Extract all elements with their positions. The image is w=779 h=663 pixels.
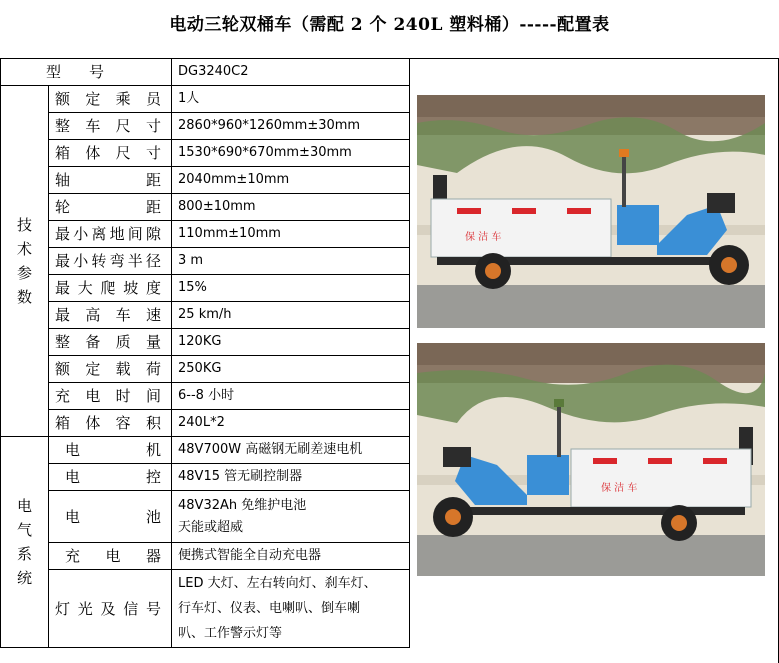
spec-label: [49, 140, 172, 167]
spec-value: [172, 570, 410, 648]
spec-value: 便携式智能全自动充电器: [172, 543, 410, 570]
label-char: 半: [127, 252, 143, 270]
label-char: 寸: [145, 144, 161, 162]
label-char: 轴: [55, 171, 71, 189]
table-row: [1, 410, 410, 437]
label-char: 时: [115, 387, 131, 405]
label-char: 体: [85, 144, 101, 162]
spec-label: [49, 86, 172, 113]
label-char: 控: [146, 468, 162, 486]
spec-label-text: [55, 388, 171, 404]
label-char: 尺: [115, 117, 131, 135]
spec-label: [49, 113, 172, 140]
spec-label-text: [55, 469, 171, 485]
spec-label: [49, 356, 172, 383]
label-char: 车: [85, 117, 101, 135]
table-row: [1, 113, 410, 140]
spec-value: [172, 491, 410, 543]
label-char: 尺: [115, 144, 131, 162]
label-char: 转: [91, 252, 107, 270]
label-char: 电: [65, 507, 81, 526]
table-row: [1, 570, 410, 648]
label-char: 间: [145, 387, 161, 405]
label-char: 坡: [123, 279, 139, 297]
label-char: 乘: [115, 90, 131, 108]
group-technical: 技术参数: [1, 86, 49, 437]
label-char: 箱: [55, 144, 71, 162]
vehicle-photo-side-left: [417, 343, 765, 576]
label-char: 最: [55, 306, 71, 324]
label-char: 距: [146, 198, 162, 216]
spec-value: 1530*690*670mm±30mm: [172, 140, 410, 167]
label-char: 速: [145, 306, 161, 324]
label-char: 体: [85, 414, 101, 432]
label-char: 载: [115, 360, 131, 378]
spec-label-text: [55, 334, 171, 350]
spec-label-text: [55, 442, 171, 458]
label-char: 整: [55, 117, 71, 135]
spec-value: 6--8 小时: [172, 383, 410, 410]
label-char: 弯: [109, 252, 125, 270]
label-char: 定: [85, 360, 101, 378]
spec-label: [49, 194, 172, 221]
spec-label-text: [55, 226, 171, 242]
table-row: [1, 383, 410, 410]
table-row: [1, 491, 410, 543]
label-char: 容: [115, 414, 131, 432]
photo-pane: [409, 58, 779, 663]
spec-label-text: [55, 280, 171, 296]
spec-value: 110mm±10mm: [172, 221, 410, 248]
table-row: [1, 140, 410, 167]
spec-value: 1人: [172, 86, 410, 113]
label-char: 度: [146, 279, 162, 297]
spec-label-text: [55, 253, 171, 269]
spec-label: [49, 543, 172, 570]
spec-label: [49, 329, 172, 356]
spec-value: 240L*2: [172, 410, 410, 437]
label-char: 定: [85, 90, 101, 108]
label-char: 电: [105, 547, 121, 565]
spec-value: 2040mm±10mm: [172, 167, 410, 194]
vehicle-photo-side-right: [417, 95, 765, 328]
label-char: 充: [55, 387, 71, 405]
label-char: 光: [77, 599, 93, 618]
spec-label-text: [55, 548, 171, 564]
table-row: [1, 329, 410, 356]
label-char: 高: [85, 306, 101, 324]
label-char: 信: [123, 599, 139, 618]
label-char: 间: [127, 225, 143, 243]
spec-value: 25 km/h: [172, 302, 410, 329]
group-electrical: 电气系统: [1, 437, 49, 648]
label-char: 灯: [55, 599, 71, 618]
spec-label: [49, 464, 172, 491]
spec-label: [49, 302, 172, 329]
value-line: 天能或超威: [178, 519, 244, 535]
label-char: 车: [115, 306, 131, 324]
spec-label: [49, 167, 172, 194]
spec-value: 2860*960*1260mm±30mm: [172, 113, 410, 140]
label-char: 小: [73, 225, 89, 243]
label-char: 电: [65, 468, 81, 486]
value-line: 48V32Ah 免维护电池: [178, 497, 307, 513]
label-char: 离: [91, 225, 107, 243]
table-row: [1, 167, 410, 194]
label-char: 箱: [55, 414, 71, 432]
label-char: 轮: [55, 198, 71, 216]
table-row: [1, 302, 410, 329]
spec-label: [49, 248, 172, 275]
label-char: 小: [73, 252, 89, 270]
model-value: DG3240C2: [172, 59, 410, 86]
spec-label-text: [55, 415, 171, 431]
label-char: 额: [55, 360, 71, 378]
table-row: [1, 86, 410, 113]
spec-label-text: [55, 199, 171, 215]
table-row: [1, 248, 410, 275]
spec-label: [49, 437, 172, 464]
table-row: [1, 194, 410, 221]
spec-label: [49, 383, 172, 410]
table-row: [1, 275, 410, 302]
spec-label: [49, 221, 172, 248]
spec-value: 800±10mm: [172, 194, 410, 221]
spec-value: 48V15 管无刷控制器: [172, 464, 410, 491]
table-row: [1, 221, 410, 248]
document-title: 电动三轮双桶车（需配 2 个 240L 塑料桶）-----配置表: [169, 15, 610, 35]
table-row: [1, 437, 410, 464]
spec-label: [49, 275, 172, 302]
spec-label-text: [55, 307, 171, 323]
label-char: 额: [55, 90, 71, 108]
table-row: [1, 356, 410, 383]
label-char: 量: [145, 333, 161, 351]
label-char: 质: [115, 333, 131, 351]
label-char: 大: [77, 279, 93, 297]
spec-value: 48V700W 高磁钢无刷差速电机: [172, 437, 410, 464]
table-row: [1, 464, 410, 491]
spec-value: 3 m: [172, 248, 410, 275]
spec-label-text: [55, 509, 171, 525]
spec-value: 15%: [172, 275, 410, 302]
model-label: 型号: [1, 59, 172, 86]
table-row: [1, 59, 410, 86]
spec-label: [49, 570, 172, 648]
label-char: 地: [109, 225, 125, 243]
spec-label: [49, 410, 172, 437]
label-char: 电: [85, 387, 101, 405]
label-char: 号: [146, 599, 162, 618]
label-char: 径: [145, 252, 161, 270]
label-char: 爬: [100, 279, 116, 297]
label-char: 距: [146, 171, 162, 189]
vehicle-box-label: 保 洁 车: [601, 483, 638, 494]
label-char: 充: [65, 547, 81, 565]
label-char: 员: [145, 90, 161, 108]
label-char: 器: [146, 547, 162, 565]
spec-value: 120KG: [172, 329, 410, 356]
label-char: 荷: [145, 360, 161, 378]
spec-value: 250KG: [172, 356, 410, 383]
label-char: 机: [146, 441, 162, 459]
spec-label-text: [55, 601, 171, 617]
label-char: 最: [55, 252, 71, 270]
label-char: 及: [100, 599, 116, 618]
label-char: 最: [55, 279, 71, 297]
label-char: 积: [145, 414, 161, 432]
label-char: 隙: [145, 225, 161, 243]
table-row: [1, 543, 410, 570]
spec-label-text: [55, 172, 171, 188]
vehicle-box-label: 保 洁 车: [465, 232, 502, 243]
label-char: 备: [85, 333, 101, 351]
spec-label-text: [55, 361, 171, 377]
spec-table: [0, 58, 410, 648]
label-char: 整: [55, 333, 71, 351]
spec-label-text: [55, 145, 171, 161]
spec-label-text: [55, 118, 171, 134]
label-char: 寸: [145, 117, 161, 135]
value-line: 叭、工作警示灯等: [178, 626, 283, 641]
value-line: LED 大灯、左右转向灯、刹车灯、: [178, 576, 377, 591]
label-char: 电: [65, 441, 81, 459]
value-line: 行车灯、仪表、电喇叭、倒车喇: [178, 601, 361, 616]
label-char: 最: [55, 225, 71, 243]
label-char: 池: [146, 507, 162, 526]
spec-label-text: [55, 91, 171, 107]
spec-label: [49, 491, 172, 543]
